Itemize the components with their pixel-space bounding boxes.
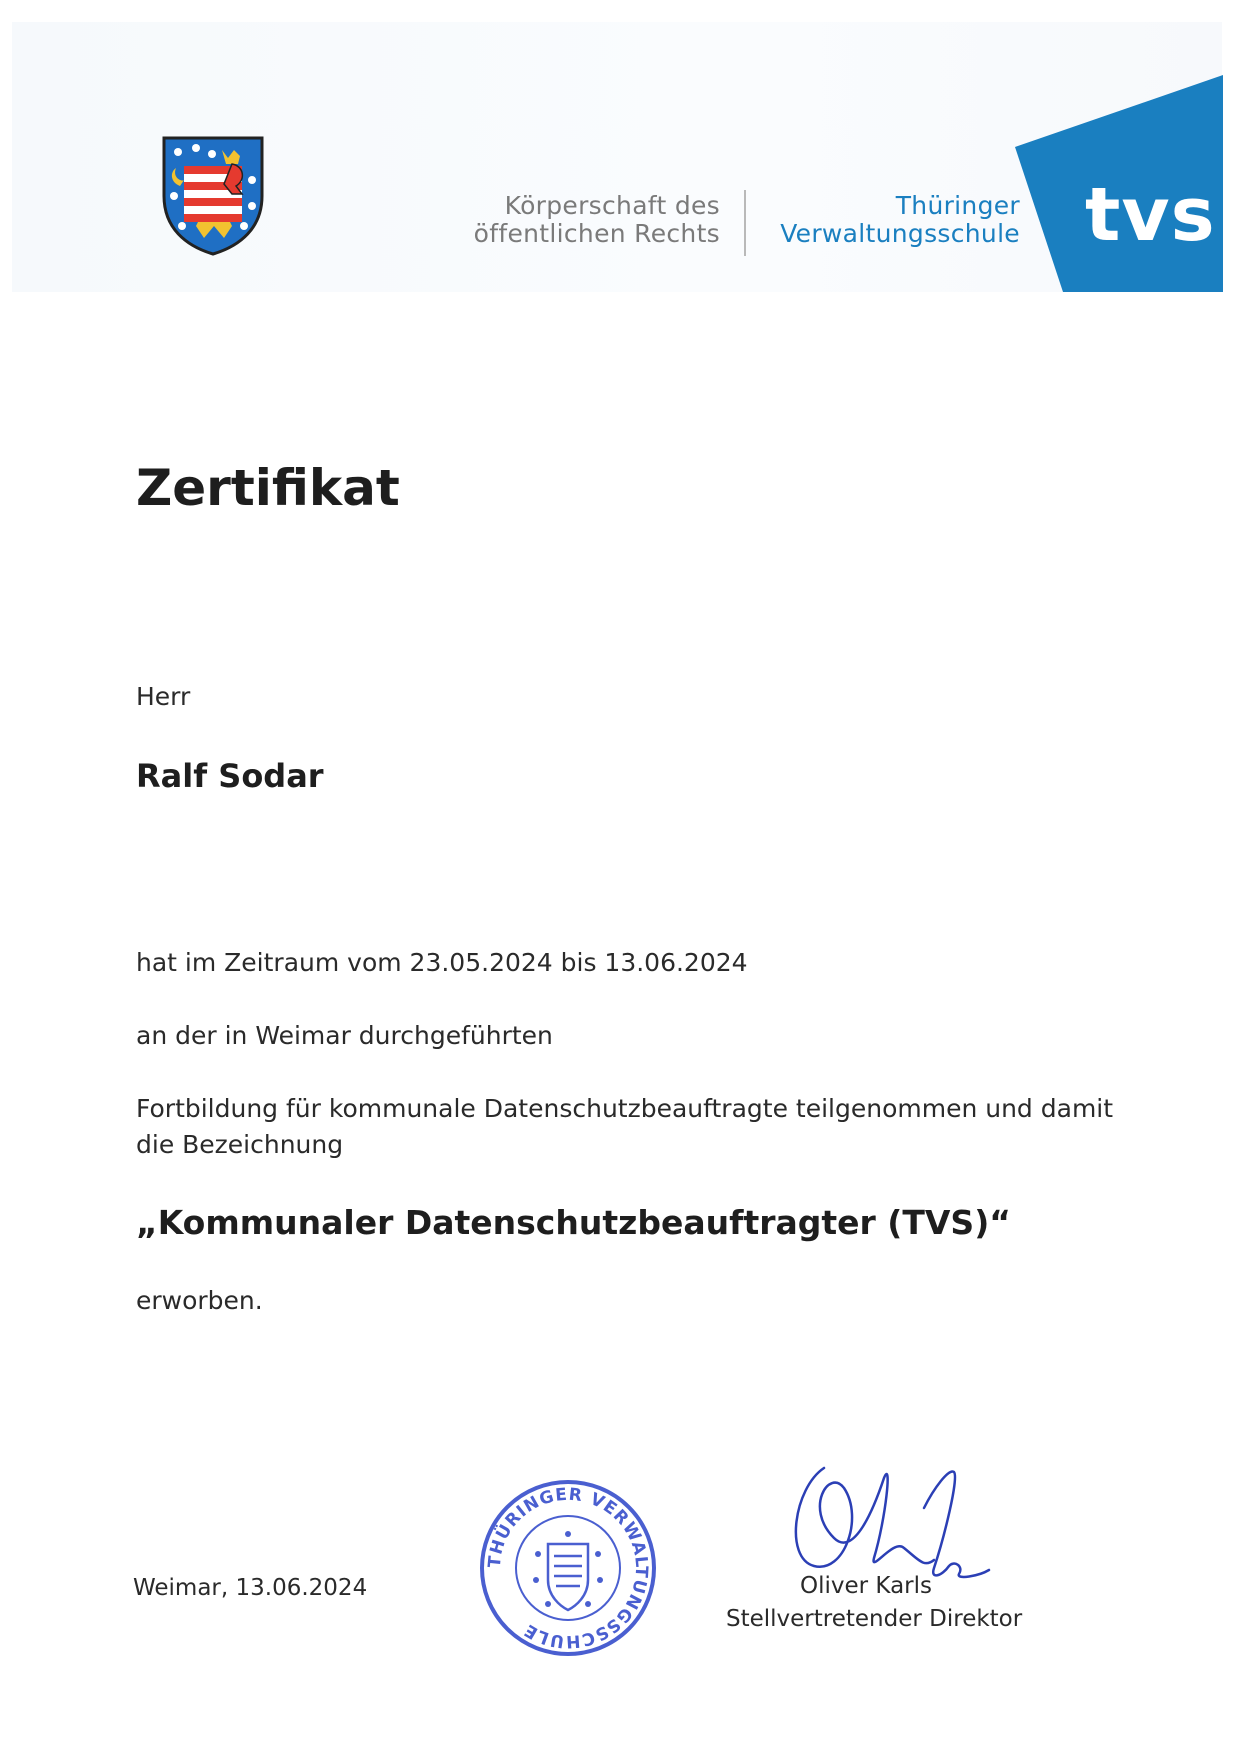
signer-name: Oliver Karls bbox=[800, 1573, 933, 1599]
thuringia-coat-of-arms-icon bbox=[160, 134, 266, 256]
designation-title: „Kommunaler Datenschutzbeauftragter (TVS)“ bbox=[136, 1203, 1011, 1242]
course-line-1: Fortbildung für kommunale Datenschutzbeauftragte teilgenommen und damit bbox=[136, 1094, 1114, 1123]
place-date: Weimar, 13.06.2024 bbox=[133, 1575, 368, 1601]
org-type bbox=[420, 192, 720, 248]
school-name-line1: Thüringer bbox=[895, 191, 1020, 220]
tvs-logo-text: tvs bbox=[1085, 172, 1216, 258]
official-seal bbox=[476, 1476, 660, 1660]
course-line-2: die Bezeichnung bbox=[136, 1130, 344, 1159]
org-type-line1: Körperschaft des bbox=[504, 191, 720, 220]
org-type-line2: öffentlichen Rechts bbox=[473, 219, 720, 248]
recipient-name: Ralf Sodar bbox=[136, 757, 324, 795]
salutation: Herr bbox=[136, 682, 191, 711]
school-name bbox=[760, 192, 1020, 248]
period-text: hat im Zeitraum vom 23.05.2024 bis 13.06.2024 bbox=[136, 948, 748, 977]
certificate-title: Zertifikat bbox=[136, 459, 400, 517]
svg-text:THÜRINGER VERWALTUNGSSCHULE bbox=[485, 1485, 651, 1652]
header-divider bbox=[744, 190, 746, 256]
seal-text: THÜRINGER VERWALTUNGSSCHULE bbox=[484, 1484, 652, 1652]
closing-text: erworben. bbox=[136, 1286, 263, 1315]
location-text: an der in Weimar durchgeführten bbox=[136, 1021, 553, 1050]
signer-role: Stellvertretender Direktor bbox=[726, 1606, 1023, 1632]
school-name-line2: Verwaltungsschule bbox=[780, 219, 1020, 248]
